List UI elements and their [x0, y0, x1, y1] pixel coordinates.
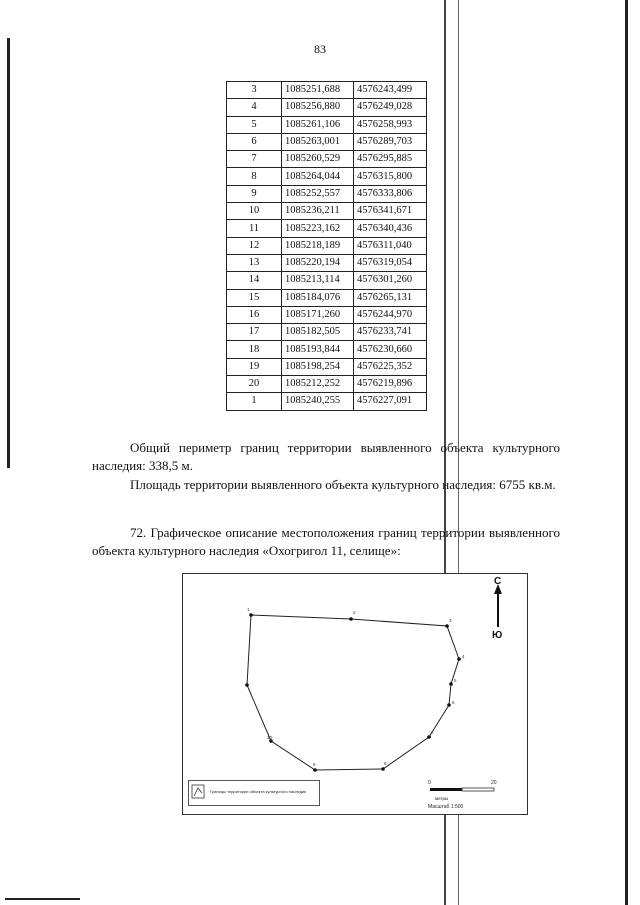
x-coordinate-cell: 1085171,260	[282, 306, 354, 323]
x-coordinate-cell: 1085220,194	[282, 254, 354, 271]
boundary-point-label: 2	[353, 610, 356, 615]
table-row	[227, 220, 427, 237]
y-coordinate-cell: 4576301,260	[354, 272, 427, 289]
north-label: С	[494, 576, 502, 587]
table-row	[227, 151, 427, 168]
boundary-vertex-marker	[381, 767, 385, 771]
x-coordinate-cell: 1085212,252	[282, 376, 354, 393]
area-paragraph: Площадь территории выявленного объекта культурного наследия: 6755 кв.м.	[130, 477, 556, 492]
scale-end-label: 20	[491, 780, 497, 786]
y-coordinate-cell: 4576315,800	[354, 168, 427, 185]
scale-unit-label: метры	[435, 796, 449, 801]
number-cell: 18	[227, 341, 282, 358]
x-coordinate-cell: 1085261,106	[282, 116, 354, 133]
number-cell: 4	[227, 99, 282, 116]
graphic-description-paragraph: 72. Графическое описание местоположения границ территории выявленного объекта культурного наследия «Охогригол 11, селище»:	[92, 525, 560, 558]
number-cell: 7	[227, 151, 282, 168]
number-cell: 6	[227, 133, 282, 150]
boundary-vertex-marker	[249, 613, 253, 617]
table-row	[227, 237, 427, 254]
y-coordinate-cell: 4576341,671	[354, 203, 427, 220]
table-row	[227, 203, 427, 220]
boundary-point-label: 1	[247, 607, 250, 612]
page-number: 83	[314, 42, 326, 56]
number-cell: 15	[227, 289, 282, 306]
boundary-point-label: 8	[384, 761, 387, 766]
x-coordinate-cell: 1085256,880	[282, 99, 354, 116]
perimeter-paragraph: Общий периметр границ территории выявленного объекта культурного наследия: 338,5 м.	[92, 440, 560, 473]
table-row	[227, 254, 427, 271]
number-cell: 1	[227, 393, 282, 410]
table-row	[227, 306, 427, 323]
table-row	[227, 324, 427, 341]
legend	[188, 780, 320, 806]
south-label: Ю	[492, 630, 503, 641]
table-row	[227, 358, 427, 375]
boundary-point-label: 7	[431, 730, 434, 735]
table-row	[227, 376, 427, 393]
number-cell: 16	[227, 306, 282, 323]
table-row	[227, 99, 427, 116]
boundary-polygon	[247, 615, 459, 770]
x-coordinate-cell: 1085260,529	[282, 151, 354, 168]
scale-bar-light	[462, 788, 494, 791]
boundary-vertex-marker	[349, 617, 353, 621]
y-coordinate-cell: 4576340,436	[354, 220, 427, 237]
boundary-vertex-marker	[447, 703, 451, 707]
number-cell: 8	[227, 168, 282, 185]
x-coordinate-cell: 1085251,688	[282, 82, 354, 99]
table-row	[227, 116, 427, 133]
boundary-vertex-marker	[427, 735, 431, 739]
boundary-vertex-marker	[313, 768, 317, 772]
x-coordinate-cell: 1085198,254	[282, 358, 354, 375]
table-row	[227, 133, 427, 150]
x-coordinate-cell: 1085218,189	[282, 237, 354, 254]
table-row	[227, 185, 427, 202]
y-coordinate-cell: 4576244,970	[354, 306, 427, 323]
boundary-point-label: 9	[313, 762, 316, 767]
number-cell: 12	[227, 237, 282, 254]
boundary-map-canvas	[183, 574, 527, 814]
scale-bar-dark	[430, 788, 462, 791]
number-cell: 9	[227, 185, 282, 202]
boundary-point-label: 3	[449, 618, 452, 623]
x-coordinate-cell: 1085240,255	[282, 393, 354, 410]
x-coordinate-cell: 1085252,557	[282, 185, 354, 202]
table-row	[227, 82, 427, 99]
boundary-vertex-marker	[245, 683, 249, 687]
scan-left-edge-line	[7, 38, 10, 468]
table-row	[227, 272, 427, 289]
number-cell: 3	[227, 82, 282, 99]
boundary-point-label: 10	[267, 735, 273, 740]
x-coordinate-cell: 1085182,505	[282, 324, 354, 341]
scale-label: Масштаб 1:500	[428, 804, 464, 810]
legend-text: Границы территории объекта культурного наследия	[210, 789, 307, 794]
number-cell: 20	[227, 376, 282, 393]
number-cell: 13	[227, 254, 282, 271]
boundary-vertex-marker	[449, 682, 453, 686]
boundary-map	[182, 573, 528, 815]
scan-right-edge-line	[625, 0, 628, 905]
table-row	[227, 168, 427, 185]
table-row	[227, 341, 427, 358]
x-coordinate-cell: 1085263,001	[282, 133, 354, 150]
number-cell: 19	[227, 358, 282, 375]
scale-start-label: 0	[428, 780, 431, 786]
x-coordinate-cell: 1085264,044	[282, 168, 354, 185]
boundary-point-label: 4	[462, 654, 465, 659]
x-coordinate-cell: 1085236,211	[282, 203, 354, 220]
y-coordinate-cell: 4576333,806	[354, 185, 427, 202]
y-coordinate-cell: 4576225,352	[354, 358, 427, 375]
y-coordinate-cell: 4576249,028	[354, 99, 427, 116]
y-coordinate-cell: 4576295,885	[354, 151, 427, 168]
x-coordinate-cell: 1085184,076	[282, 289, 354, 306]
number-cell: 17	[227, 324, 282, 341]
y-coordinate-cell: 4576243,499	[354, 82, 427, 99]
number-cell: 14	[227, 272, 282, 289]
y-coordinate-cell: 4576219,896	[354, 376, 427, 393]
boundary-vertex-marker	[445, 624, 449, 628]
number-cell: 10	[227, 203, 282, 220]
y-coordinate-cell: 4576265,131	[354, 289, 427, 306]
coordinates-table	[226, 81, 427, 411]
y-coordinate-cell: 4576227,091	[354, 393, 427, 410]
scan-bottom-mark	[5, 898, 80, 900]
x-coordinate-cell: 1085213,114	[282, 272, 354, 289]
y-coordinate-cell: 4576233,741	[354, 324, 427, 341]
boundary-point-label: 5	[454, 678, 457, 683]
y-coordinate-cell: 4576289,703	[354, 133, 427, 150]
y-coordinate-cell: 4576311,040	[354, 237, 427, 254]
number-cell: 11	[227, 220, 282, 237]
boundary-point-label: 6	[452, 700, 455, 705]
boundary-vertex-marker	[457, 657, 461, 661]
table-row	[227, 289, 427, 306]
y-coordinate-cell: 4576258,993	[354, 116, 427, 133]
y-coordinate-cell: 4576230,660	[354, 341, 427, 358]
x-coordinate-cell: 1085223,162	[282, 220, 354, 237]
y-coordinate-cell: 4576319,054	[354, 254, 427, 271]
x-coordinate-cell: 1085193,844	[282, 341, 354, 358]
number-cell: 5	[227, 116, 282, 133]
table-row	[227, 393, 427, 410]
